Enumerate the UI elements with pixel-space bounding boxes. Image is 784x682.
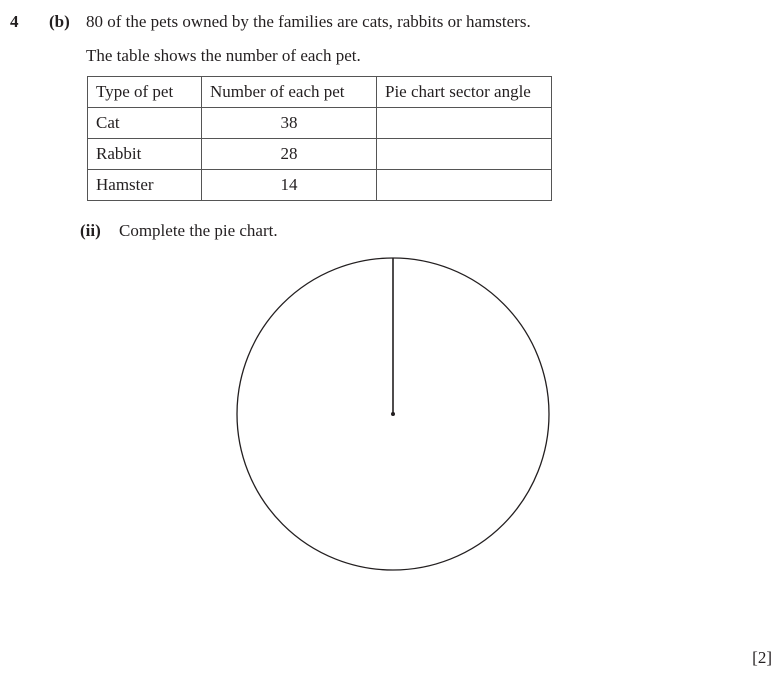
table-row xyxy=(88,170,552,201)
header-sector-angle: Pie chart sector angle xyxy=(377,77,552,108)
pet-type-cell: Cat xyxy=(88,108,202,139)
sector-angle-answer-cell[interactable] xyxy=(377,139,552,170)
table-row xyxy=(88,139,552,170)
pet-number-cell: 38 xyxy=(202,108,377,139)
sector-angle-answer-cell[interactable] xyxy=(377,108,552,139)
subpart-label: (ii) xyxy=(80,221,101,240)
pet-number-cell: 14 xyxy=(202,170,377,201)
pet-type-cell: Hamster xyxy=(88,170,202,201)
part-text: 80 of the pets owned by the families are cats, rabbits or hamsters. xyxy=(86,12,531,31)
pie-chart-centre-point xyxy=(391,412,395,416)
marks-label: [2] xyxy=(752,648,772,667)
question-number: 4 xyxy=(10,12,19,31)
header-number-of-each-pet: Number of each pet xyxy=(202,77,377,108)
pet-type-cell: Rabbit xyxy=(88,139,202,170)
pie-chart[interactable] xyxy=(230,251,556,577)
subpart-text: Complete the pie chart. xyxy=(119,221,278,240)
table-intro-text: The table shows the number of each pet. xyxy=(86,46,361,65)
sector-angle-answer-cell[interactable] xyxy=(377,170,552,201)
part-label: (b) xyxy=(49,12,70,31)
pets-table xyxy=(87,76,552,201)
pet-number-cell: 28 xyxy=(202,139,377,170)
header-type-of-pet: Type of pet xyxy=(88,77,202,108)
table-header-row xyxy=(88,77,552,108)
table-row xyxy=(88,108,552,139)
